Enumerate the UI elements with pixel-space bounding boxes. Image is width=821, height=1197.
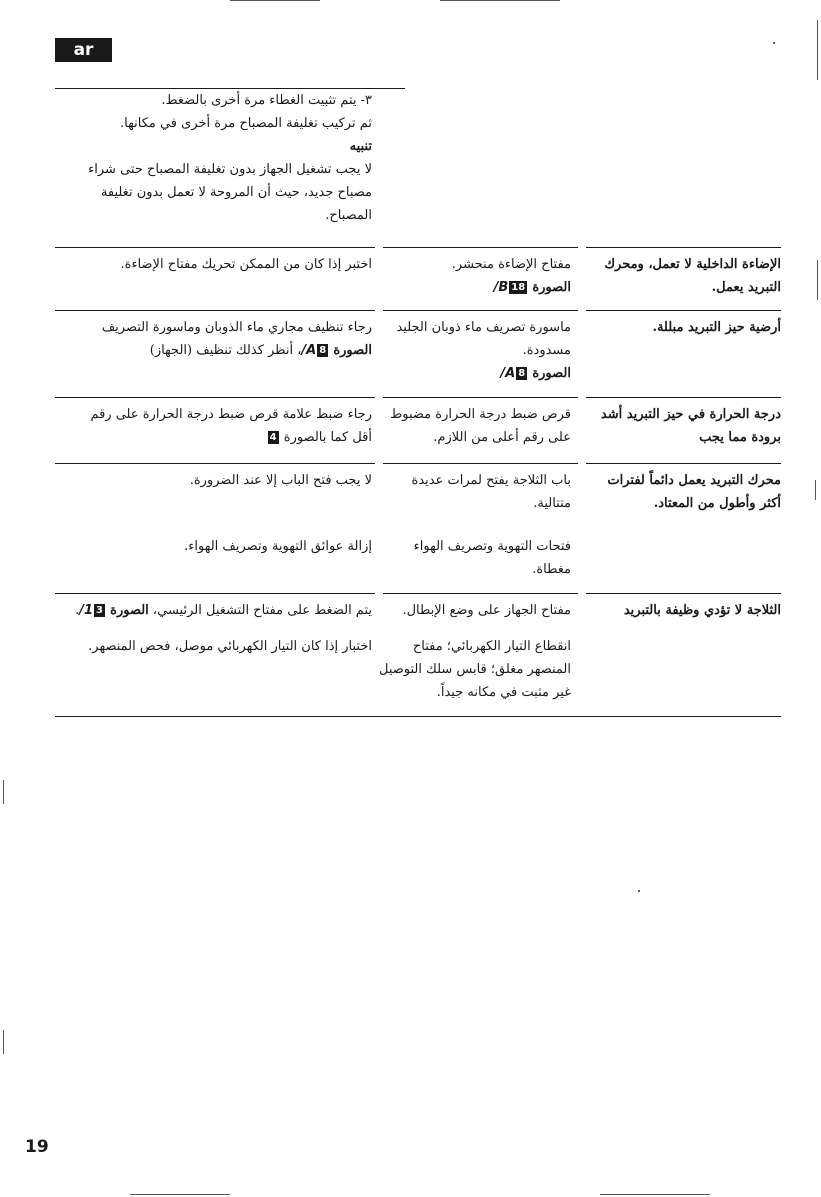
page-number: 19 bbox=[25, 1137, 49, 1157]
remedy-cell: اختبار إذا كان التيار الكهربائي موصل، فحص المنصهر. bbox=[88, 639, 372, 654]
cause-cell: فتحات التهوية وتصريف الهواء مغطاة. bbox=[413, 539, 571, 577]
remedy-cell bbox=[50, 599, 372, 622]
intro-line: المصباح. bbox=[325, 208, 372, 223]
remedy-cell: اختبر إذا كان من الممكن تحريك مفتاح الإضاءة. bbox=[120, 257, 372, 272]
remedy-cell: رجاء تنظيف مجاري ماء الذوبان وماسورة التصريف الصورة 8A/، أنظر كذلك تنظيف (الجهاز) bbox=[50, 316, 372, 362]
intro-line: لا يجب تشغيل الجهاز بدون تغليفة المصباح حتى شراء bbox=[88, 162, 372, 177]
cause-cell: مفتاح الجهاز على وضع الإبطال. bbox=[402, 603, 571, 618]
remedy-cell: رجاء ضبط علامة قرص ضبط درجة الحرارة على رقم أقل كما بالصورة 4 bbox=[50, 403, 372, 449]
problem-cell: الثلاجة لا تؤدي وظيفة بالتبريد bbox=[623, 603, 781, 618]
intro-note bbox=[50, 89, 372, 227]
cause-cell: ماسورة تصريف ماء ذوبان الجليد مسدودة. الصورة 8A/ bbox=[383, 316, 571, 385]
intro-line: مصباح جديد، حيث أن المروحة لا تعمل بدون تغليفة bbox=[100, 185, 372, 200]
language-badge: ar bbox=[55, 38, 112, 62]
figure-reference: الصورة 8A/، أنظر كذلك تنظيف (الجهاز) bbox=[149, 343, 372, 358]
problem-cell: الإضاءة الداخلية لا تعمل، ومحرك التبريد يعمل. bbox=[604, 257, 781, 295]
figure-reference: الصورة 18B/ bbox=[493, 280, 571, 295]
problem-cell: محرك التبريد يعمل دائماً لفترات أكثر وأطول من المعتاد. bbox=[607, 473, 781, 511]
cause-cell: باب الثلاجة يفتح لمرات عديدة متتالية. bbox=[411, 473, 571, 511]
cause-cell: مفتاح الإضاءة منحشر. الصورة 18B/ bbox=[383, 253, 571, 299]
figure-number-badge: 8 bbox=[319, 345, 327, 356]
intro-line: ثم تركيب تغليفة المصباح مرة أخرى في مكانها. bbox=[120, 116, 372, 131]
warning-heading: تنبيه bbox=[349, 139, 372, 154]
remedy-cell: لا يجب فتح الباب إلا عند الضرورة. bbox=[189, 473, 372, 488]
problem-cell: أرضية حيز التبريد مبللة. bbox=[652, 320, 781, 335]
problem-cell: درجة الحرارة في حيز التبريد أشد برودة مما يجب bbox=[600, 407, 781, 445]
intro-line: ٣- يتم تثبيت الغطاء مرة أخرى بالضغط. bbox=[161, 93, 372, 108]
cause-cell: قرص ضبط درجة الحرارة مضبوط على رقم أعلى من اللازم. bbox=[390, 407, 571, 445]
remedy-cell: إزالة عوائق التهوية وتصريف الهواء. bbox=[184, 539, 372, 554]
figure-number-badge: 3 bbox=[96, 605, 103, 616]
figure-number-badge: 4 bbox=[269, 432, 277, 443]
figure-reference: أقل كما بالصورة 4 bbox=[269, 430, 372, 445]
figure-number-badge: 8 bbox=[518, 368, 526, 379]
figure-number-badge: 18 bbox=[511, 282, 526, 293]
figure-reference: الصورة 8A/ bbox=[500, 366, 571, 381]
cause-cell: انقطاع التيار الكهربائي؛ مفتاح المنصهر مغلق؛ قابس سلك التوصيل غير مثبت في مكانه جيداً. bbox=[378, 639, 571, 700]
figure-reference: يتم الضغط على مفتاح التشغيل الرئيسي، الصورة 31/. bbox=[75, 603, 372, 618]
